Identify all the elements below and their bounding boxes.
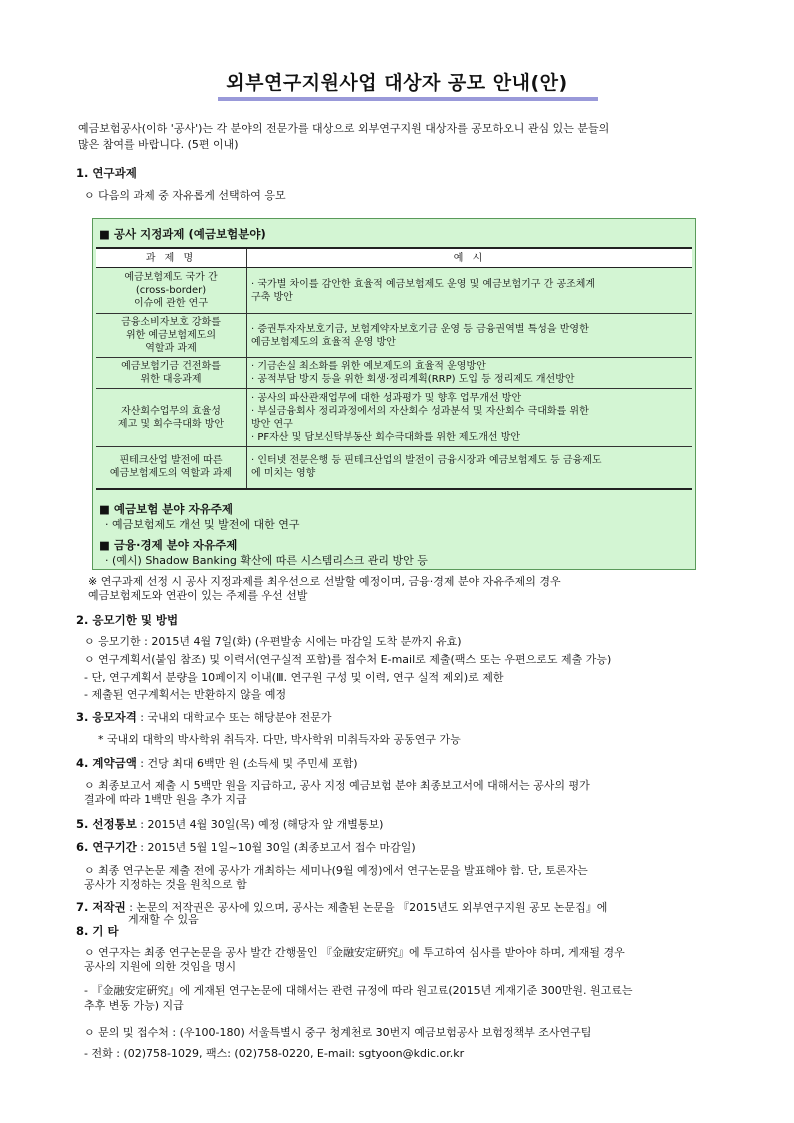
section-6-row — [76, 840, 416, 855]
col-topic-header: 과 제 명 — [96, 248, 247, 268]
table-row — [96, 314, 692, 358]
section-8-heading: 8. 기 타 — [76, 924, 119, 938]
example-cell: · 인터넷 전문은행 등 핀테크산업의 발전이 금융시장과 예금보험제도 등 금융제도 에 미치는 영향 — [247, 447, 693, 489]
topic-cell: 예금보험제도 국가 간 (cross-border) 이슈에 관한 연구 — [96, 268, 247, 314]
section-7-text-2: 게재할 수 있음 — [128, 913, 199, 926]
section-7-text: : 논문의 저작권은 공사에 있으며, 공사는 제출된 논문을 『2015년도 외부연구지원 공모 논문집』에 — [125, 901, 608, 914]
section-6-line-1: ㅇ 최종 연구논문 제출 전에 공사가 개최하는 세미나(9월 예정)에서 연구논문을 발표해야 함. 단, 토론자는 — [84, 864, 588, 877]
contact-phone-line: - 전화 : (02)758-1029, 팩스: (02)758-0220, E-mail: sgtyoon@kdic.or.kr — [84, 1047, 465, 1060]
free-topic-1-item: · 예금보험제도 개선 및 발전에 대한 연구 — [105, 518, 300, 531]
section-5-heading: 5. 선정통보 — [76, 817, 137, 831]
assigned-topics-heading: ■ 공사 지정과제 (예금보험분야) — [99, 227, 266, 241]
section-4-text: : 건당 최대 6백만 원 (소득세 및 주민세 포함) — [136, 757, 358, 770]
section-3-row — [76, 710, 332, 725]
section-3-heading: 3. 응모자격 — [76, 710, 137, 724]
section-1-heading: 1. 연구과제 — [76, 166, 137, 180]
section-6-text: : 2015년 5월 1일~10월 30일 (최종보고서 접수 마감일) — [136, 841, 416, 854]
title-underline — [218, 97, 598, 101]
section-8-line-4: 추후 변동 가능) 지급 — [84, 999, 184, 1012]
contact-line: ㅇ 문의 및 접수처 : (우100-180) 서울특별시 중구 청계천로 30번지 예금보험공사 보험정책부 조사연구팀 — [84, 1026, 592, 1039]
selection-note-2: 예금보험제도와 연관이 있는 주제를 우선 선발 — [88, 589, 308, 602]
section-8-line-1: ㅇ 연구자는 최종 연구논문을 공사 발간 간행물인 『金融安定硏究』에 투고하여 심사를 받아야 하며, 게재될 경우 — [84, 946, 625, 959]
intro-line-2: 많은 참여를 바랍니다. (5편 이내) — [78, 138, 239, 151]
col-example-header: 예 시 — [247, 248, 693, 268]
section-1-line: ㅇ 다음의 과제 중 자유롭게 선택하여 응모 — [84, 189, 286, 202]
section-8-line-3: - 『金融安定硏究』에 게재된 연구논문에 대해서는 관련 규정에 따라 원고료(2015년 게재기준 300만원. 원고료는 — [84, 984, 633, 997]
section-5-text: : 2015년 4월 30일(목) 예정 (해당자 앞 개별통보) — [136, 818, 384, 831]
section-2-heading: 2. 응모기한 및 방법 — [76, 613, 179, 627]
section-2-line-4: - 제출된 연구계획서는 반환하지 않을 예정 — [84, 688, 287, 701]
section-6-line-2: 공사가 지정하는 것을 원칙으로 함 — [84, 878, 247, 891]
example-cell: · 기금손실 최소화를 위한 예보제도의 효율적 운영방안 · 공적부담 방지 등을 위한 회생·정리계획(RRP) 도입 등 정리제도 개선방안 — [247, 358, 693, 389]
table-row — [96, 389, 692, 447]
section-2-line-1: ㅇ 응모기한 : 2015년 4월 7일(화) (우편발송 시에는 마감일 도착 분까지 유효) — [84, 635, 462, 648]
table-row — [96, 447, 692, 489]
section-2-line-3: - 단, 연구계획서 분량을 10페이지 이내(Ⅲ. 연구원 구성 및 이력, 연구 실적 제외)로 제한 — [84, 671, 504, 684]
free-topic-1-heading: ■ 예금보험 분야 자유주제 — [99, 502, 233, 516]
section-3-text: : 국내외 대학교수 또는 해당분야 전문가 — [136, 711, 332, 724]
section-5-row — [76, 817, 383, 832]
selection-note-1: ※ 연구과제 선정 시 공사 지정과제를 최우선으로 선발할 예정이며, 금융·경제 분야 자유주제의 경우 — [88, 575, 561, 588]
section-6-heading: 6. 연구기간 — [76, 840, 137, 854]
section-7-heading: 7. 저작권 — [76, 900, 126, 914]
free-topic-2-item: · (예시) Shadow Banking 확산에 따른 시스템리스크 관리 방안 등 — [105, 554, 428, 567]
research-topics-box — [92, 218, 696, 570]
section-3-note: * 국내외 대학의 박사학위 취득자. 다만, 박사학위 미취득자와 공동연구 가능 — [98, 733, 461, 746]
topic-cell: 핀테크산업 발전에 따른 예금보험제도의 역할과 과제 — [96, 447, 247, 489]
example-cell: · 공사의 파산관재업무에 대한 성과평가 및 향후 업무개선 방안 · 부실금융회사 정리과정에서의 자산회수 성과분석 및 자산회수 극대화를 위한 방안 연구 · PF자산 및 담보신탁부동산 회수극대화를 위한 제도개선 방안 — [247, 389, 693, 447]
example-cell: · 증권투자자보호기금, 보험계약자보호기금 운영 등 금융권역별 특성을 반영한 예금보험제도의 효율적 운영 방안 — [247, 314, 693, 358]
table-row — [96, 268, 692, 314]
topic-cell: 금융소비자보호 강화를 위한 예금보험제도의 역할과 과제 — [96, 314, 247, 358]
topic-cell: 자산회수업무의 효율성 제고 및 회수극대화 방안 — [96, 389, 247, 447]
assigned-topics-table — [96, 247, 692, 490]
section-4-line-2: 결과에 따라 1백만 원을 추가 지급 — [84, 793, 247, 806]
topic-cell: 예금보험기금 건전화를 위한 대응과제 — [96, 358, 247, 389]
section-4-line-1: ㅇ 최종보고서 제출 시 5백만 원을 지급하고, 공사 지정 예금보험 분야 최종보고서에 대해서는 공사의 평가 — [84, 779, 590, 792]
intro-line-1: 예금보험공사(이하 '공사')는 각 분야의 전문가를 대상으로 외부연구지원 대상자를 공모하오니 관심 있는 분들의 — [78, 122, 610, 135]
section-4-heading: 4. 계약금액 — [76, 756, 137, 770]
section-8-line-2: 공사의 지원에 의한 것임을 명시 — [84, 960, 237, 973]
example-cell: · 국가별 차이를 감안한 효율적 예금보험제도 운영 및 예금보험기구 간 공조체계 구축 방안 — [247, 268, 693, 314]
table-row — [96, 358, 692, 389]
free-topic-2-heading: ■ 금융·경제 분야 자유주제 — [99, 538, 238, 552]
page-title: 외부연구지원사업 대상자 공모 안내(안) — [226, 72, 568, 94]
section-4-row — [76, 756, 358, 771]
section-2-line-2: ㅇ 연구계획서(붙임 참조) 및 이력서(연구실적 포함)를 접수처 E-mail로 제출(팩스 또는 우편으로도 제출 가능) — [84, 653, 612, 666]
